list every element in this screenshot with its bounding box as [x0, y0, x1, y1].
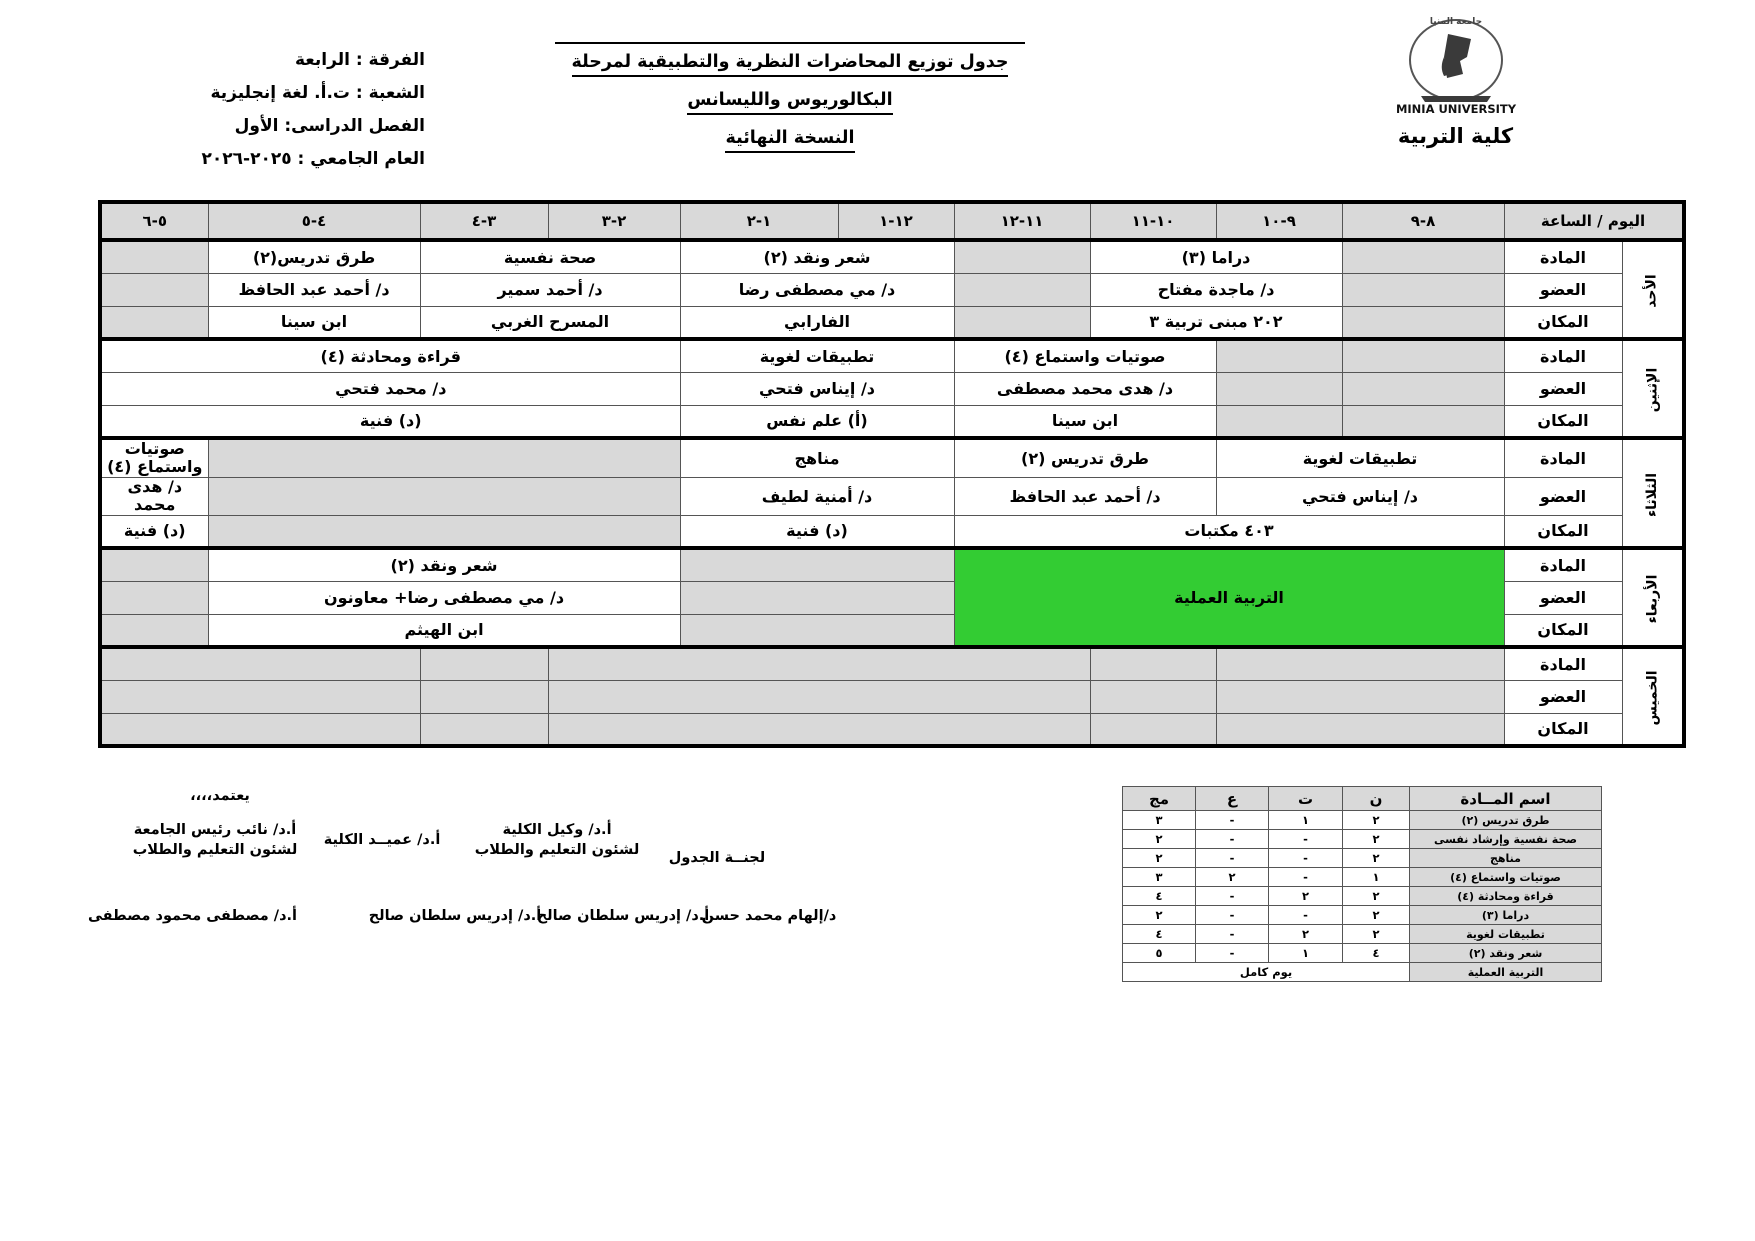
course-name: صوتيات واستماع (٤)	[1410, 868, 1602, 887]
row-label: العضو	[1504, 477, 1622, 515]
member-cell: د/ إيناس فتحي	[680, 372, 954, 405]
class-info-block	[95, 50, 425, 182]
empty-cell	[1342, 240, 1504, 273]
value-total: ٢	[1123, 849, 1196, 868]
row-label: المادة	[1504, 240, 1622, 273]
member-cell: د/ هدى محمد	[100, 477, 208, 515]
empty-cell	[100, 306, 208, 339]
place-cell: ابن سينا	[954, 405, 1216, 438]
hour-header: ٥-٦	[100, 202, 208, 240]
vp-name: أ.د/ مصطفى محمود مصطفى	[87, 908, 297, 924]
dean-title: أ.د/ عميــد الكلية	[323, 832, 441, 848]
corner-header-cell: اليوم / الساعة	[1504, 202, 1684, 240]
member-cell: د/ محمد فتحي	[100, 372, 680, 405]
empty-cell	[1216, 647, 1504, 680]
empty-cell	[420, 680, 548, 713]
summary-header-lectures: ن	[1343, 787, 1410, 811]
subject-cell: شعر ونقد (٢)	[208, 548, 680, 581]
empty-cell	[680, 548, 954, 581]
value-n: ٢	[1343, 906, 1410, 925]
course-name: صحة نفسية وإرشاد نفسى	[1410, 830, 1602, 849]
row-label: المادة	[1504, 548, 1622, 581]
summary-row	[1123, 906, 1602, 925]
empty-cell	[548, 680, 1090, 713]
dean-name: أ.د/ إدريس سلطان صالح	[368, 908, 542, 924]
place-cell: ابن الهيثم	[208, 614, 680, 647]
empty-cell	[548, 713, 1090, 746]
hour-header: ٣-٤	[420, 202, 548, 240]
wednesday-subject-row	[100, 548, 1684, 581]
subject-cell: شعر ونقد (٢)	[680, 240, 954, 273]
member-cell: د/ أحمد عبد الحافظ	[954, 477, 1216, 515]
subject-cell: طرق تدريس (٢)	[954, 438, 1216, 477]
empty-cell	[100, 614, 208, 647]
vp-title	[115, 822, 315, 858]
empty-cell	[1216, 372, 1342, 405]
empty-cell	[1090, 647, 1216, 680]
empty-cell	[100, 548, 208, 581]
hour-header: ٩-١٠	[1216, 202, 1342, 240]
course-hours-summary-table	[1122, 786, 1602, 982]
subject-cell: تطبيقات لغوية	[1216, 438, 1504, 477]
value-p: -	[1196, 906, 1269, 925]
row-label: المكان	[1504, 713, 1622, 746]
division-line: الشعبة : ت.أ. لغة إنجليزية	[210, 83, 425, 103]
summary-header-total: مج	[1123, 787, 1196, 811]
place-cell: (د) فنية	[100, 405, 680, 438]
tuesday-place-row	[100, 515, 1684, 548]
summary-header-row	[1123, 787, 1602, 811]
place-cell: ٢٠٢ مبنى تربية ٣	[1090, 306, 1342, 339]
minia-university-logo-icon	[1391, 12, 1521, 116]
place-cell: (أ) علم نفس	[680, 405, 954, 438]
empty-cell	[1216, 713, 1504, 746]
value-n: ٢	[1343, 887, 1410, 906]
subject-cell: مناهج	[680, 438, 954, 477]
summary-row	[1123, 868, 1602, 887]
empty-cell	[548, 647, 1090, 680]
summary-header-practical: ع	[1196, 787, 1269, 811]
value-total: ٢	[1123, 830, 1196, 849]
title-line-2: البكالوريوس والليسانس	[555, 90, 1025, 115]
title-line-1: جدول توزيع المحاضرات النظرية والتطبيقية لمرحلة	[555, 52, 1025, 77]
vice-dean-title-line1: أ.د/ وكيل الكلية	[502, 822, 612, 838]
member-cell: د/ إيناس فتحي	[1216, 477, 1504, 515]
hour-header: ١٢-١	[838, 202, 954, 240]
hour-header: ١١-١٢	[954, 202, 1090, 240]
value-t: -	[1269, 906, 1343, 925]
vice-dean-title-line2: لشئون التعليم والطلاب	[474, 842, 640, 858]
summary-row	[1123, 944, 1602, 963]
empty-cell	[1216, 680, 1504, 713]
monday-member-row	[100, 372, 1684, 405]
vice-dean-title	[457, 822, 657, 858]
vice-dean-name: أ.د/ إدريس سلطان صالح	[536, 908, 710, 924]
day-name-cell: الأحد	[1622, 240, 1684, 339]
committee-name: د/إلهام محمد حسن	[701, 908, 837, 924]
course-name: مناهج	[1410, 849, 1602, 868]
thursday-member-row	[100, 680, 1684, 713]
tuesday-member-row	[100, 477, 1684, 515]
empty-cell	[100, 680, 420, 713]
value-n: ٤	[1343, 944, 1410, 963]
row-label: العضو	[1504, 581, 1622, 614]
value-p: -	[1196, 849, 1269, 868]
value-t: -	[1269, 830, 1343, 849]
summary-header-tutorial: ت	[1269, 787, 1343, 811]
thursday-subject-row	[100, 647, 1684, 680]
value-n: ٢	[1343, 849, 1410, 868]
summary-row	[1123, 887, 1602, 906]
place-cell: ابن سينا	[208, 306, 420, 339]
row-label: المادة	[1504, 438, 1622, 477]
subject-cell: صحة نفسية	[420, 240, 680, 273]
member-cell: د/ أحمد سمير	[420, 273, 680, 306]
course-name: شعر ونقد (٢)	[1410, 944, 1602, 963]
empty-cell	[1216, 339, 1342, 372]
summary-row	[1123, 925, 1602, 944]
place-cell: المسرح الغربي	[420, 306, 680, 339]
value-total: ٤	[1123, 887, 1196, 906]
vp-title-line2: لشئون التعليم والطلاب	[132, 842, 298, 858]
course-name: تطبيقات لغوية	[1410, 925, 1602, 944]
value-total: ٤	[1123, 925, 1196, 944]
empty-cell	[954, 240, 1090, 273]
empty-cell	[420, 713, 548, 746]
value-t: ١	[1269, 944, 1343, 963]
tuesday-subject-row	[100, 438, 1684, 477]
grade-line: الفرقة : الرابعة	[295, 50, 425, 70]
summary-row	[1123, 849, 1602, 868]
row-label: المكان	[1504, 515, 1622, 548]
row-label: العضو	[1504, 372, 1622, 405]
empty-cell	[1342, 339, 1504, 372]
value-p: -	[1196, 811, 1269, 830]
empty-cell	[100, 240, 208, 273]
row-label: المكان	[1504, 306, 1622, 339]
thursday-place-row	[100, 713, 1684, 746]
value-p: ٢	[1196, 868, 1269, 887]
empty-cell	[1090, 680, 1216, 713]
full-day-cell: يوم كامل	[1123, 963, 1410, 982]
empty-cell	[680, 614, 954, 647]
hour-header: ١-٢	[680, 202, 838, 240]
value-n: ٢	[1343, 830, 1410, 849]
value-n: ٢	[1343, 811, 1410, 830]
day-name-cell: الخميس	[1622, 647, 1684, 746]
row-label: العضو	[1504, 273, 1622, 306]
value-t: ٢	[1269, 925, 1343, 944]
value-total: ٣	[1123, 811, 1196, 830]
place-cell: (د) فنية	[680, 515, 954, 548]
vp-title-line1: أ.د/ نائب رئيس الجامعة	[133, 822, 297, 838]
empty-cell	[420, 647, 548, 680]
row-label: المكان	[1504, 405, 1622, 438]
approve-label: يعتمد،،،،	[190, 788, 250, 804]
sunday-subject-row	[100, 240, 1684, 273]
empty-cell	[1342, 405, 1504, 438]
day-name-cell: الأربعاء	[1622, 548, 1684, 647]
hours-header-row	[100, 202, 1684, 240]
summary-last-row	[1123, 963, 1602, 982]
course-name: التربية العملية	[1410, 963, 1602, 982]
sunday-member-row	[100, 273, 1684, 306]
subject-cell: دراما (٣)	[1090, 240, 1342, 273]
day-name-cell: الإثنين	[1622, 339, 1684, 438]
weekly-timetable	[98, 200, 1686, 748]
empty-cell	[100, 273, 208, 306]
subject-cell: صوتيات واستماع (٤)	[100, 438, 208, 477]
hour-header: ٤-٥	[208, 202, 420, 240]
academic-year-line: العام الجامعي : ٢٠٢٥-٢٠٢٦	[201, 149, 425, 169]
empty-cell	[208, 477, 680, 515]
hour-header: ١٠-١١	[1090, 202, 1216, 240]
document-title	[555, 42, 1025, 166]
member-cell: د/ مي مصطفى رضا	[680, 273, 954, 306]
value-p: -	[1196, 887, 1269, 906]
svg-text:جامعة المنيا: جامعة المنيا	[1429, 17, 1482, 27]
empty-cell	[100, 647, 420, 680]
row-label: العضو	[1504, 680, 1622, 713]
summary-row	[1123, 811, 1602, 830]
hour-header: ٢-٣	[548, 202, 680, 240]
place-cell: ٤٠٣ مكتبات	[954, 515, 1504, 548]
value-p: -	[1196, 944, 1269, 963]
value-n: ١	[1343, 868, 1410, 887]
subject-cell: قراءة ومحادثة (٤)	[100, 339, 680, 372]
empty-cell	[1342, 372, 1504, 405]
member-cell: د/ أحمد عبد الحافظ	[208, 273, 420, 306]
subject-cell: تطبيقات لغوية	[680, 339, 954, 372]
value-n: ٢	[1343, 925, 1410, 944]
empty-cell	[1342, 306, 1504, 339]
empty-cell	[680, 581, 954, 614]
summary-row	[1123, 830, 1602, 849]
empty-cell	[1090, 713, 1216, 746]
empty-cell	[100, 713, 420, 746]
course-name: طرق تدريس (٢)	[1410, 811, 1602, 830]
svg-text:MINIA UNIVERSITY: MINIA UNIVERSITY	[1395, 102, 1516, 116]
value-p: -	[1196, 830, 1269, 849]
row-label: المادة	[1504, 339, 1622, 372]
value-total: ٥	[1123, 944, 1196, 963]
value-t: -	[1269, 849, 1343, 868]
member-cell: د/ أمنية لطيف	[680, 477, 954, 515]
subject-cell: صوتيات واستماع (٤)	[954, 339, 1216, 372]
faculty-name: كلية التربية	[1397, 124, 1514, 148]
summary-header-name: اسم المــادة	[1410, 787, 1602, 811]
value-t: -	[1269, 868, 1343, 887]
course-name: دراما (٣)	[1410, 906, 1602, 925]
value-t: ١	[1269, 811, 1343, 830]
empty-cell	[1216, 405, 1342, 438]
title-line-3: النسخة النهائية	[555, 128, 1025, 153]
empty-cell	[208, 515, 680, 548]
member-cell: د/ هدى محمد مصطفى	[954, 372, 1216, 405]
value-total: ٢	[1123, 906, 1196, 925]
practical-training-cell: التربية العملية	[954, 548, 1504, 647]
day-name-cell: الثلاثاء	[1622, 438, 1684, 548]
place-cell: (د) فنية	[100, 515, 208, 548]
empty-cell	[954, 306, 1090, 339]
place-cell: الفارابي	[680, 306, 954, 339]
subject-cell: طرق تدريس(٢)	[208, 240, 420, 273]
monday-subject-row	[100, 339, 1684, 372]
hour-header: ٨-٩	[1342, 202, 1504, 240]
empty-cell	[208, 438, 680, 477]
row-label: المكان	[1504, 614, 1622, 647]
member-cell: د/ ماجدة مفتاح	[1090, 273, 1342, 306]
semester-line: الفصل الدراسى: الأول	[234, 116, 425, 136]
member-cell: د/ مي مصطفى رضا+ معاونون	[208, 581, 680, 614]
empty-cell	[100, 581, 208, 614]
committee-title: لجنــة الجدول	[668, 850, 766, 866]
sunday-place-row	[100, 306, 1684, 339]
course-name: قراءة ومحادثة (٤)	[1410, 887, 1602, 906]
value-t: ٢	[1269, 887, 1343, 906]
row-label: المادة	[1504, 647, 1622, 680]
empty-cell	[1342, 273, 1504, 306]
value-p: -	[1196, 925, 1269, 944]
monday-place-row	[100, 405, 1684, 438]
university-logo-block	[1378, 12, 1533, 148]
empty-cell	[954, 273, 1090, 306]
value-total: ٣	[1123, 868, 1196, 887]
